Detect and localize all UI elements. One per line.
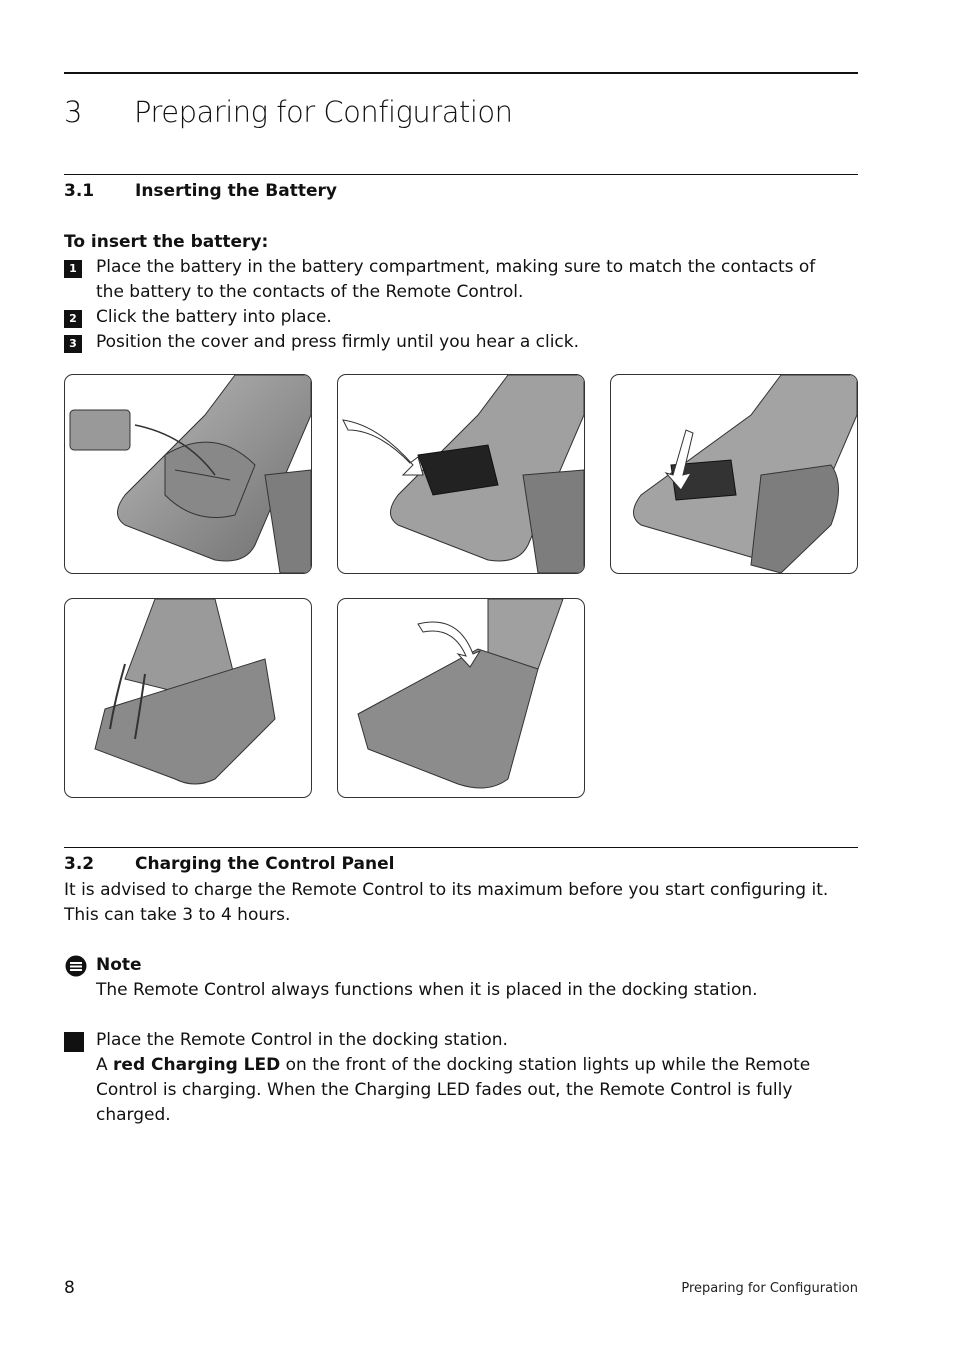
chapter-title: Preparing for Configuration xyxy=(134,95,513,129)
section-rule xyxy=(64,174,858,175)
section-title: Charging the Control Panel xyxy=(135,854,395,874)
battery-illustration-2 xyxy=(337,374,585,574)
note-text: The Remote Control always functions when it is placed in the docking station. xyxy=(96,980,758,1000)
step-number-badge: 2 xyxy=(64,310,82,328)
note-icon xyxy=(65,955,87,977)
page-number: 8 xyxy=(64,1278,75,1298)
section-number: 3.1 xyxy=(64,181,95,201)
note-label: Note xyxy=(96,955,142,975)
section-title: Inserting the Battery xyxy=(135,181,337,201)
chapter-number: 3 xyxy=(64,95,83,129)
step-number-badge: 1 xyxy=(64,260,82,278)
step-text: Place the battery in the battery compartment, making sure to match the contacts of the battery to the contacts of the Remote Control. xyxy=(96,257,816,302)
instructions-heading: To insert the battery: xyxy=(64,232,269,252)
running-title: Preparing for Configuration xyxy=(681,1281,858,1296)
section-number: 3.2 xyxy=(64,854,95,874)
charging-step-detail xyxy=(96,1053,836,1128)
header-rule xyxy=(64,72,858,74)
battery-illustration-5 xyxy=(337,598,585,798)
step-text: Position the cover and press firmly until you hear a click. xyxy=(96,332,580,352)
step-number-badge: 3 xyxy=(64,335,82,353)
section-intro: It is advised to charge the Remote Control to its maximum before you start configuring it. This can take 3 to 4 hours. xyxy=(64,880,829,925)
charging-step-line1: Place the Remote Control in the docking station. xyxy=(96,1030,508,1050)
battery-illustration-3 xyxy=(610,374,858,574)
step-bullet xyxy=(64,1032,84,1052)
charging-step-prefix: A xyxy=(96,1055,114,1075)
section-rule xyxy=(64,847,858,848)
battery-illustration-4 xyxy=(64,598,312,798)
charging-step-rest: on the front of the docking station lights up while the Remote Control is charging. When the Charging LED fades out, the Remote Control is fully charged. xyxy=(96,1055,811,1125)
charging-led-term: red Charging LED xyxy=(113,1055,281,1075)
step-text: Click the battery into place. xyxy=(96,307,332,327)
battery-illustration-1 xyxy=(64,374,312,574)
